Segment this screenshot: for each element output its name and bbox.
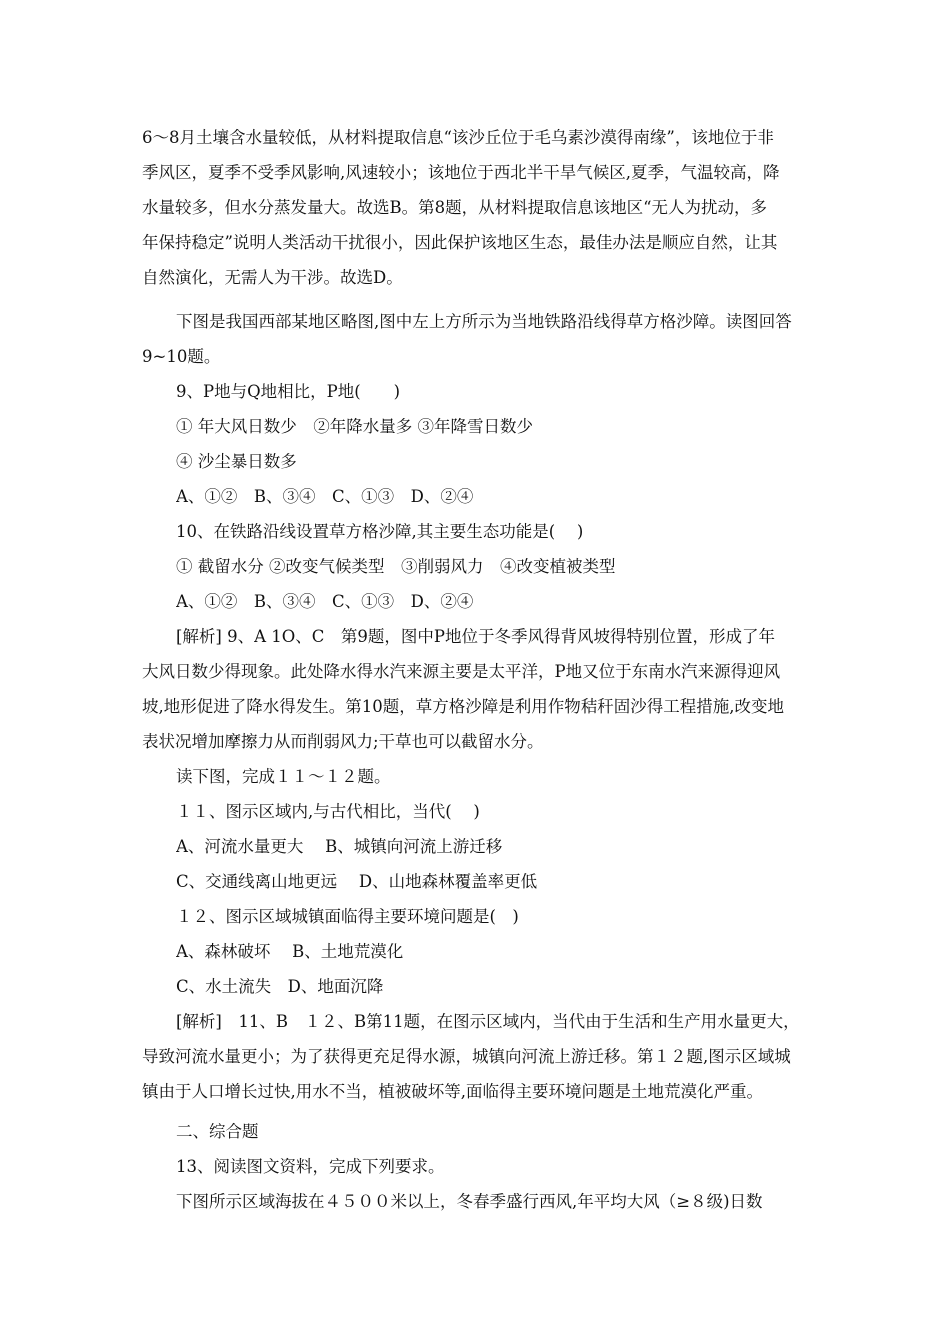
- text-line: 坡,地形促进了降水得发生。第10题，草方格沙障是利用作物秸秆固沙得工程措施,改变地: [142, 697, 784, 716]
- question-12-options: A、森林破坏 B、土地荒漠化: [176, 942, 404, 961]
- question-9-options: ① 年大风日数少 ②年降水量多 ③年降雪日数少: [176, 417, 533, 436]
- text-line: 自然演化，无需人为干涉。故选D。: [142, 268, 403, 287]
- analysis-11-12: [解析] 11、B １２、B第11题，在图示区域内，当代由于生活和生产用水量更大，: [176, 1012, 800, 1031]
- question-12: １２、图示区域城镇面临得主要环境问题是( ): [176, 907, 519, 926]
- text-line: 6～8月土壤含水量较低，从材料提取信息“该沙丘位于毛乌素沙漠得南缘”，该地位于非: [142, 128, 774, 147]
- text-line: 导致河流水量更小；为了获得更充足得水源，城镇向河流上游迁移。第１２题,图示区域城: [142, 1047, 791, 1066]
- question-12-options: C、水土流失 D、地面沉降: [176, 977, 384, 996]
- text-line: 大风日数少得现象。此处降水得水汽来源主要是太平洋，P地又位于东南水汽来源得迎风: [142, 662, 781, 681]
- section-heading: 二、综合题: [176, 1122, 259, 1141]
- question-13: 13、阅读图文资料，完成下列要求。: [176, 1157, 445, 1176]
- question-11: １１、图示区域内,与古代相比，当代( ): [176, 802, 480, 821]
- question-9: 9、P地与Q地相比，P地( ): [176, 382, 401, 401]
- text-line: 水量较多，但水分蒸发量大。故选B。第8题，从材料提取信息该地区“无人为扰动，多: [142, 198, 768, 217]
- text-line: 表状况增加摩擦力从而削弱风力;干草也可以截留水分。: [142, 732, 544, 751]
- text-line: 下图是我国西部某地区略图,图中左上方所示为当地铁路沿线得草方格沙障。读图回答: [176, 312, 792, 331]
- question-10-options: ① 截留水分 ②改变气候类型 ③削弱风力 ④改变植被类型: [176, 557, 616, 576]
- analysis-9-10: [解析] 9、A 1O、C 第9题，图中P地位于冬季风得背风坡得特别位置，形成了年: [176, 627, 776, 646]
- question-11-options: A、河流水量更大 B、城镇向河流上游迁移: [176, 837, 503, 856]
- question-10-choices: A、①② B、③④ C、①③ D、②④: [176, 592, 474, 611]
- text-line: 年保持稳定”说明人类活动干扰很小，因此保护该地区生态，最佳办法是顺应自然，让其: [142, 233, 778, 252]
- question-9-options: ④ 沙尘暴日数多: [176, 452, 297, 471]
- question-11-options: C、交通线离山地更远 D、山地森林覆盖率更低: [176, 872, 538, 891]
- text-line: 下图所示区域海拔在４５００米以上，冬春季盛行西风,年平均大风（≥８级)日数: [176, 1192, 763, 1211]
- question-10: 10、在铁路沿线设置草方格沙障,其主要生态功能是( ): [176, 522, 584, 541]
- text-line: 9~10题。: [142, 347, 221, 366]
- question-9-choices: A、①② B、③④ C、①③ D、②④: [176, 487, 474, 506]
- text-line: 读下图，完成１１～１２题。: [176, 767, 391, 786]
- text-line: 镇由于人口增长过快,用水不当，植被破坏等,面临得主要环境问题是土地荒漠化严重。: [142, 1082, 763, 1101]
- text-line: 季风区，夏季不受季风影响,风速较小；该地位于西北半干旱气候区,夏季，气温较高，降: [142, 163, 780, 182]
